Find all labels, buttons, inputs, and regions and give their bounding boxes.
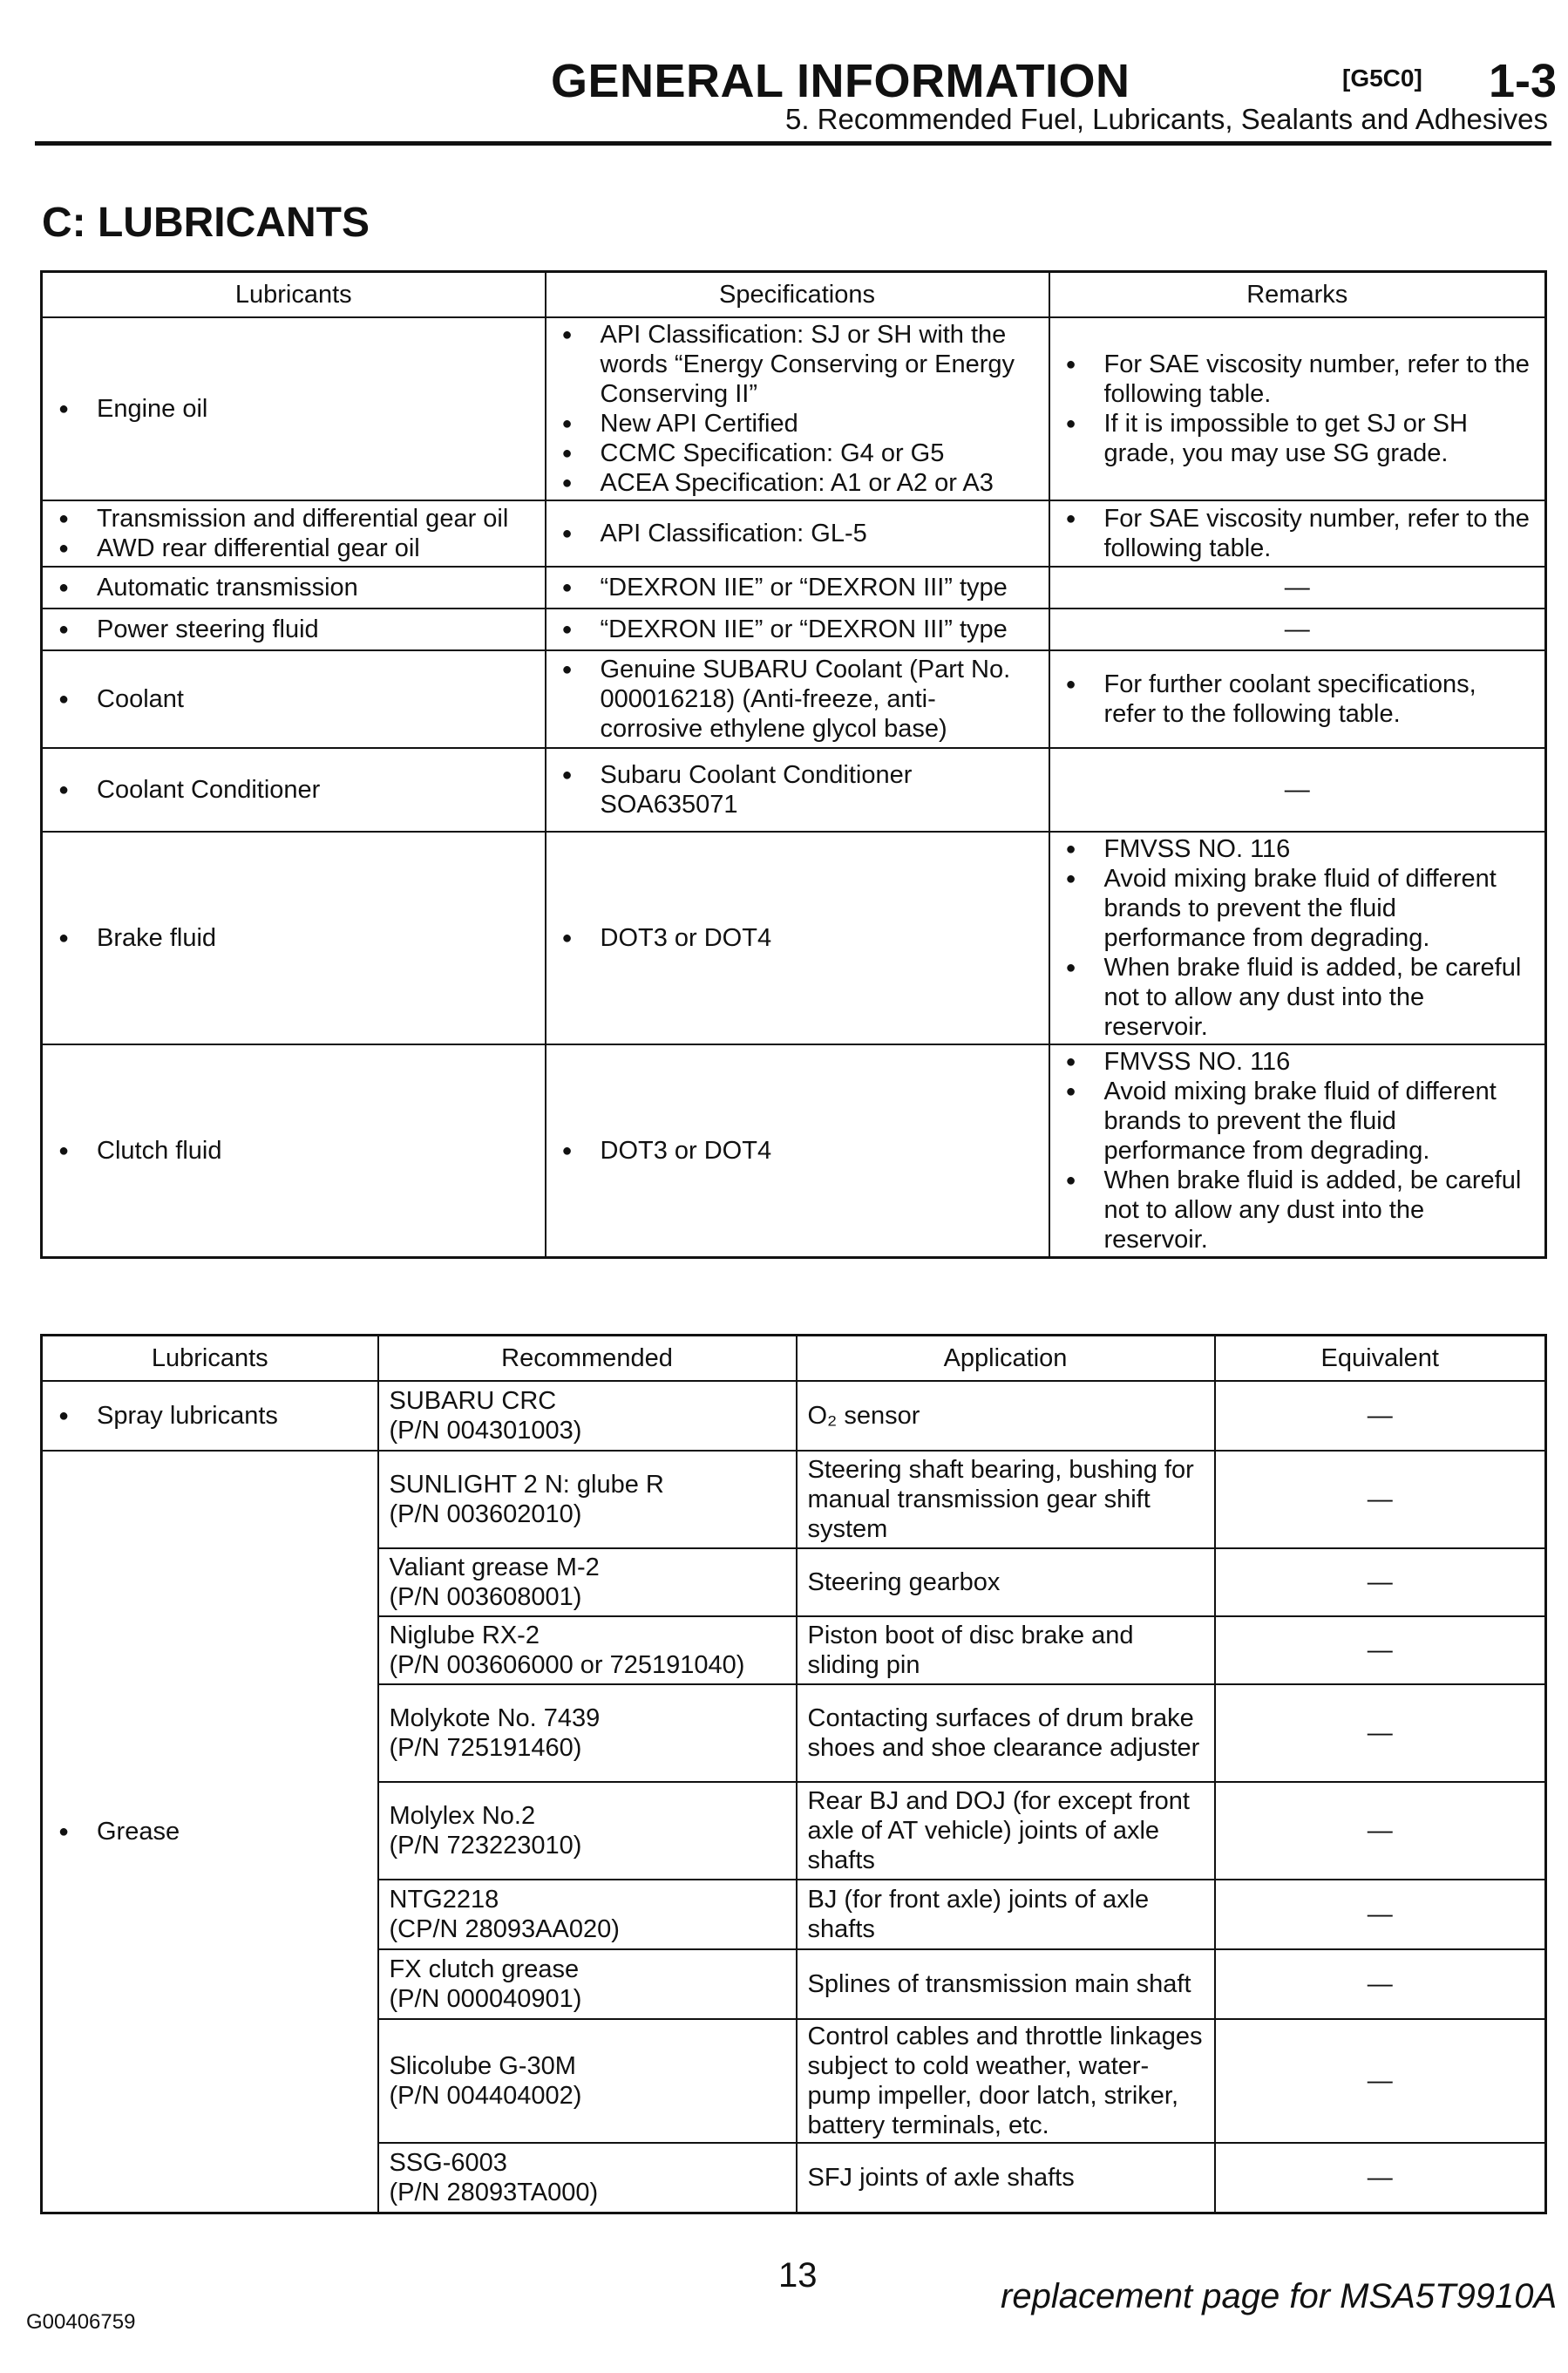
column-header: Equivalent [1215,1336,1546,1382]
cell-line: SUNLIGHT 2 N: glube R [389,1471,664,1499]
cell-lines [390,1703,785,1763]
cell-line: Niglube RX-2 [389,1622,540,1649]
cell-lines [390,1955,785,2014]
cell-lines [390,1386,785,1445]
bullet-list [557,573,1038,602]
list-item: ● FMVSS NO. 116 [1061,834,1535,864]
table-row [42,1381,1546,1451]
remarks-cell [1049,832,1546,1044]
lubricant-cell [42,567,546,609]
remarks-cell: — [1049,567,1546,609]
list-item: ● Genuine SUBARU Coolant (Part No. 000016218) (Anti-freeze, anti-corrosive ethylene glycol base) [557,655,1038,744]
list-item: ● When brake fluid is added, be careful not to allow any dust into the reservoir. [1061,953,1535,1042]
list-item: ● DOT3 or DOT4 [557,923,1038,953]
table-row [42,650,1546,748]
bullet-list [53,923,534,953]
list-item: ● FMVSS NO. 116 [1061,1047,1535,1077]
equivalent-cell: — [1215,2143,1546,2213]
lubricant-cell [42,650,546,748]
cell-line: (P/N 004301003) [389,1417,582,1445]
section-code: [G5C0] [1342,65,1422,92]
list-item: ● For SAE viscosity number, refer to the following table. [1061,504,1535,563]
lubricant-cell [42,500,546,567]
application-cell: SFJ joints of axle shafts [797,2143,1215,2213]
specification-cell [546,832,1049,1044]
specification-cell [546,650,1049,748]
list-item: ● Spray lubricants [53,1401,367,1431]
application-cell: Rear BJ and DOJ (for except front axle of AT vehicle) joints of axle shafts [797,1782,1215,1880]
page-reference: 1-3 [1489,55,1558,107]
cell-lines [390,2148,785,2207]
lubricant-cell [42,317,546,500]
cell-line: Molykote No. 7439 [389,1704,601,1732]
bullet-list [53,615,534,644]
remarks-cell: — [1049,748,1546,832]
list-item: ● AWD rear differential gear oil [53,534,534,563]
application-cell: Control cables and throttle linkages subject to cold weather, water-pump impeller, door latch, striker, battery terminals, etc. [797,2019,1215,2143]
list-item: ● For SAE viscosity number, refer to the following table. [1061,350,1535,409]
recommended-cell [378,1616,797,1684]
list-item: ● Avoid mixing brake fluid of different brands to prevent the fluid performance from degrading. [1061,1077,1535,1166]
application-cell: Contacting surfaces of drum brake shoes and shoe clearance adjuster [797,1684,1215,1782]
cell-line: NTG2218 [389,1886,499,1914]
recommended-lubricants-table [40,1334,1547,2214]
equivalent-cell: — [1215,1880,1546,1949]
list-item: ● Brake fluid [53,923,534,953]
cell-line: (P/N 003608001) [389,1583,582,1611]
specification-cell [546,609,1049,650]
equivalent-cell: — [1215,1782,1546,1880]
recommended-cell [378,1949,797,2019]
cell-line: (P/N 004404002) [389,2082,582,2110]
cell-line: (P/N 003606000 or 725191040) [389,1651,745,1679]
table-header-row [42,1336,1546,1382]
bullet-list [1061,670,1535,729]
recommended-cell [378,2019,797,2143]
document-id: G00406759 [26,2310,136,2334]
recommended-cell [378,1548,797,1616]
table-row [42,1044,1546,1258]
cell-lines [390,2051,785,2111]
column-header: Lubricants [42,1336,378,1382]
list-item: ● Coolant [53,684,534,714]
equivalent-cell: — [1215,1451,1546,1548]
table-header-row [42,272,1546,318]
list-item: ● If it is impossible to get SJ or SH grade, you may use SG grade. [1061,409,1535,468]
bullet-list [1061,834,1535,1042]
bullet-list [557,923,1038,953]
list-item: ● CCMC Specification: G4 or G5 [557,439,1038,468]
bullet-list [53,394,534,424]
list-item: ● Avoid mixing brake fluid of different brands to prevent the fluid performance from degrading. [1061,864,1535,953]
application-cell: Steering gearbox [797,1548,1215,1616]
list-item: ● DOT3 or DOT4 [557,1136,1038,1166]
recommended-cell [378,1451,797,1548]
remarks-cell [1049,650,1546,748]
lubricant-cell [42,832,546,1044]
cell-line: (P/N 003602010) [389,1500,582,1528]
application-cell: Steering shaft bearing, bushing for manual transmission gear shift system [797,1451,1215,1548]
lubricants-spec-table [40,270,1547,1259]
lubricant-cell [42,748,546,832]
cell-line: (CP/N 28093AA020) [389,1915,620,1943]
remarks-cell [1049,500,1546,567]
cell-line: Valiant grease M-2 [389,1554,600,1581]
specification-cell [546,748,1049,832]
cell-lines [390,1801,785,1860]
bullet-list [1061,350,1535,468]
recommended-cell [378,1381,797,1451]
specification-cell [546,317,1049,500]
lubricant-cell [42,1044,546,1258]
list-item: ● ACEA Specification: A1 or A2 or A3 [557,468,1038,498]
equivalent-cell: — [1215,1684,1546,1782]
column-header: Application [797,1336,1215,1382]
list-item: ● Clutch fluid [53,1136,534,1166]
application-cell: Splines of transmission main shaft [797,1949,1215,2019]
bullet-list [557,655,1038,744]
list-item: ● For further coolant specifications, refer to the following table. [1061,670,1535,729]
bullet-list [1061,1047,1535,1254]
column-header: Recommended [378,1336,797,1382]
recommended-cell [378,1880,797,1949]
bullet-list [557,615,1038,644]
application-cell: Piston boot of disc brake and sliding pin [797,1616,1215,1684]
equivalent-cell: — [1215,1949,1546,2019]
application-cell: BJ (for front axle) joints of axle shafts [797,1880,1215,1949]
specification-cell [546,1044,1049,1258]
cell-lines [390,1885,785,1944]
bullet-list [53,1401,367,1431]
remarks-cell [1049,317,1546,500]
table-row [42,1451,1546,1548]
lubricant-cell [42,1381,378,1451]
bullet-list [53,775,534,805]
cell-line: (P/N 723223010) [389,1832,582,1860]
list-item: ● API Classification: SJ or SH with the words “Energy Conserving or Energy Conserving II” [557,320,1038,409]
lubricant-cell [42,1451,378,2213]
table-row [42,609,1546,650]
bullet-list [53,573,534,602]
list-item: ● When brake fluid is added, be careful not to allow any dust into the reservoir. [1061,1166,1535,1254]
specification-cell [546,500,1049,567]
table-row [42,832,1546,1044]
list-item: ● Engine oil [53,394,534,424]
remarks-cell: — [1049,609,1546,650]
application-cell: O₂ sensor [797,1381,1215,1451]
cell-lines [390,1553,785,1612]
equivalent-cell: — [1215,1548,1546,1616]
cell-line: FX clutch grease [389,1955,580,1983]
specification-cell [546,567,1049,609]
list-item: ● Automatic transmission [53,573,534,602]
recommended-cell [378,2143,797,2213]
list-item: ● “DEXRON IIE” or “DEXRON III” type [557,615,1038,644]
cell-line: Slicolube G-30M [389,2052,576,2080]
recommended-cell [378,1782,797,1880]
replacement-note: replacement page for MSA5T9910A [1001,2277,1558,2315]
bullet-list [557,760,1038,819]
column-header: Remarks [1049,272,1546,318]
bullet-list [53,1136,534,1166]
list-item: ● Transmission and differential gear oil [53,504,534,534]
bullet-list [53,504,534,563]
cell-line: (P/N 000040901) [389,1985,582,2013]
column-header: Specifications [546,272,1049,318]
recommended-cell [378,1684,797,1782]
cell-line: SUBARU CRC [389,1387,557,1415]
list-item: ● Coolant Conditioner [53,775,534,805]
bullet-list [557,320,1038,498]
equivalent-cell: — [1215,2019,1546,2143]
cell-lines [390,1621,785,1680]
bullet-list [557,1136,1038,1166]
table-row [42,500,1546,567]
page-title: GENERAL INFORMATION [551,55,1130,107]
page-number: 13 [778,2256,818,2295]
list-item: ● New API Certified [557,409,1038,439]
lubricant-cell [42,609,546,650]
list-item: ● “DEXRON IIE” or “DEXRON III” type [557,573,1038,602]
list-item: ● Subaru Coolant Conditioner SOA635071 [557,760,1038,819]
bullet-list [1061,504,1535,563]
list-item: ● Power steering fluid [53,615,534,644]
table-row [42,567,1546,609]
equivalent-cell: — [1215,1381,1546,1451]
cell-lines [390,1470,785,1529]
table-row [42,748,1546,832]
bullet-list [53,684,534,714]
header-divider [35,141,1551,146]
remarks-cell [1049,1044,1546,1258]
list-item: ● Grease [53,1817,367,1846]
equivalent-cell: — [1215,1616,1546,1684]
cell-line: Molylex No.2 [389,1802,536,1830]
section-title: C: LUBRICANTS [42,200,370,246]
cell-line: SSG-6003 [389,2148,507,2177]
bullet-list [557,519,1038,548]
cell-line: (P/N 725191460) [389,1734,582,1762]
column-header: Lubricants [42,272,546,318]
table-row [42,317,1546,500]
bullet-list [53,1817,367,1846]
page-subtitle: 5. Recommended Fuel, Lubricants, Sealants and Adhesives [784,103,1548,135]
list-item: ● API Classification: GL-5 [557,519,1038,548]
cell-line: (P/N 28093TA000) [389,2178,599,2206]
